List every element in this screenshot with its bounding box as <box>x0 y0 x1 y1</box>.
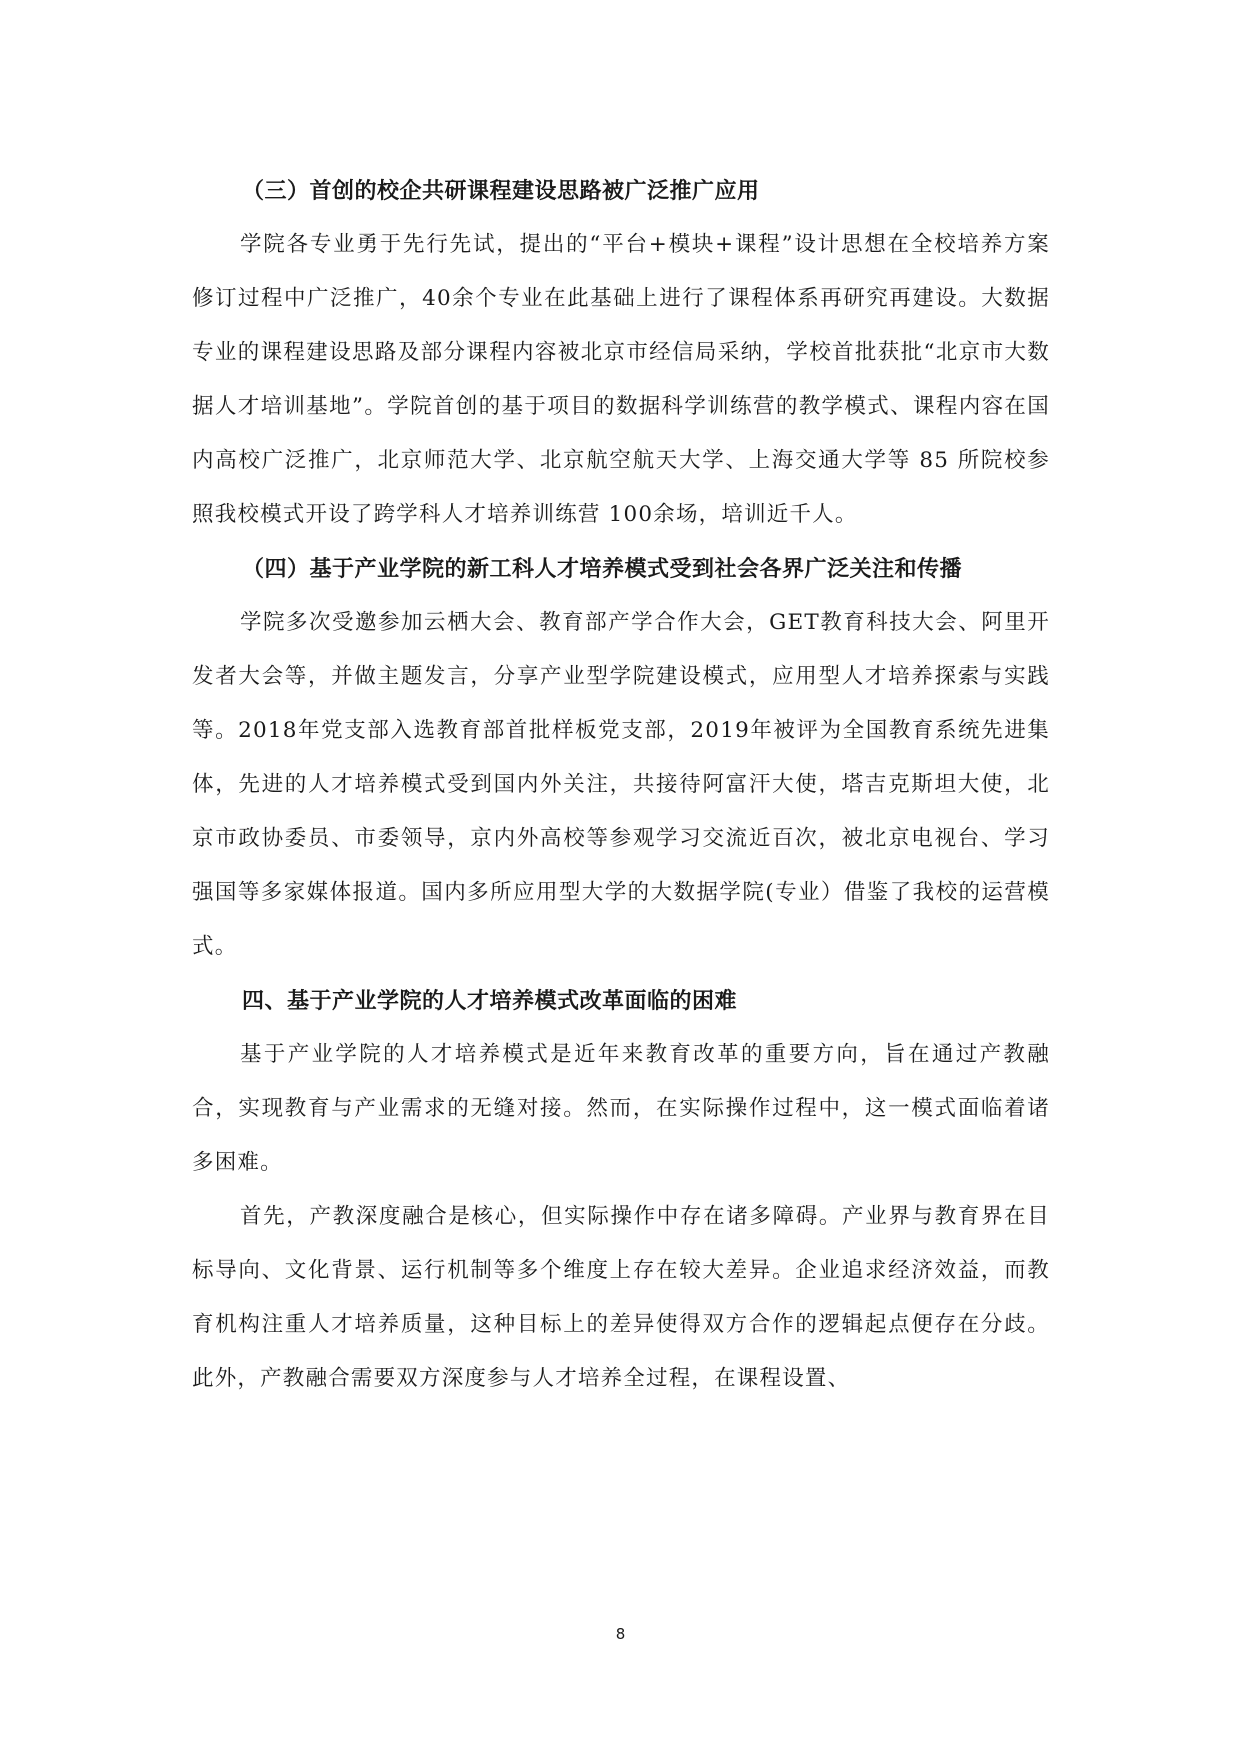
document-body <box>192 164 1050 1406</box>
paragraph: 首先，产教深度融合是核心，但实际操作中存在诸多障碍。产业界与教育界在目标导向、文化背景、运行机制等多个维度上存在较大差异。企业追求经济效益，而教育机构注重人才培养质量，这种目标上的差异使得双方合作的逻辑起点便存在分歧。此外，产教融合需要双方深度参与人才培养全过程，在课程设置、 <box>192 1204 1050 1391</box>
section-heading-3: （三）首创的校企共研课程建设思路被广泛推广应用 <box>242 178 760 204</box>
paragraph: 学院各专业勇于先行先试，提出的“平台+模块+课程”设计思想在全校培养方案修订过程中广泛推广，40余个专业在此基础上进行了课程体系再研究再建设。大数据专业的课程建设思路及部分课程内容被北京市经信局采纳，学校首批获批“北京市大数据人才培训基地”。学院首创的基于项目的数据科学训练营的教学模式、课程内容在国内高校广泛推广，北京师范大学、北京航空航天大学、上海交通大学等 85 所院校参照我校模式开设了跨学科人才培养训练营 100余场，培训近千人。 <box>192 232 1050 527</box>
paragraph: 学院多次受邀参加云栖大会、教育部产学合作大会，GET教育科技大会、阿里开发者大会等，并做主题发言，分享产业型学院建设模式，应用型人才培养探索与实践等。2018年党支部入选教育部首批样板党支部，2019年被评为全国教育系统先进集体，先进的人才培养模式受到国内外关注，共接待阿富汗大使，塔吉克斯坦大使，北京市政协委员、市委领导，京内外高校等参观学习交流近百次，被北京电视台、学习强国等多家媒体报道。国内多所应用型大学的大数据学院(专业）借鉴了我校的运营模式。 <box>192 610 1050 959</box>
paragraph: 基于产业学院的人才培养模式是近年来教育改革的重要方向，旨在通过产教融合，实现教育与产业需求的无缝对接。然而，在实际操作过程中，这一模式面临着诸多困难。 <box>192 1042 1050 1175</box>
chapter-heading-4: 四、基于产业学院的人才培养模式改革面临的困难 <box>242 988 738 1014</box>
section-heading-4: （四）基于产业学院的新工科人才培养模式受到社会各界广泛关注和传播 <box>242 556 963 582</box>
page-number: 8 <box>615 1625 626 1643</box>
